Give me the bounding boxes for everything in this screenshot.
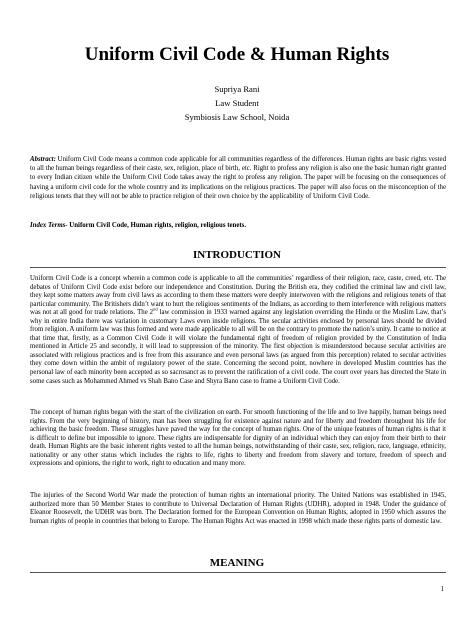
paper-title: Uniform Civil Code & Human Rights [84,44,390,65]
ordinal-suffix: nd [153,306,158,312]
index-terms-text: Uniform Civil Code, Human rights, religion, religious tenets. [67,222,247,229]
paragraph-1-end: law commission in 1933 warned against any legislation overriding the Hindu or the Muslim Law, that’s why in entire India there was variation in customary Laws even inside religions. The secular activities enclosed by personal laws should be divided from religion. A uniform law was thus formed and were made applicable to all will be on the contrary to promote the nation’s unity. It came to notice at that time that, firstly, as a Common Civil Code it will violate the fundamental right of freedom of religion provided by the Constitution of India mentioned in Article 25 and secondly, it will lead to suppression of the minority. The first objection is misunderstood because secular activities are associated with religious practices and is free from this assurance and even personal laws (as argued from this perception) related to secular activities they come down within the ambit of regulatory power of the state. Concerning the second point, nowhere in developed Muslim countries has the personal law of each minority been accepted as so sacrosanct as to prevent the ratification of a civil code. The court over years has directed the State in some cases such as Mohammed Ahmed vs Shah Bano Case and Shyra Bano case to frame a Uniform Civil Code. [30,309,446,385]
page-number: 1 [440,585,444,593]
paragraph-1-start: Uniform Civil Code is a concept wherein a common code is applicable to all the communities’ regardless of their religion, race, caste, creed, etc. The debates of Uniform Civil Code exist before our independence and Constitution. During the British era, they codified the criminal law and civil law, they kept some matters away from civil laws as according to them these matters were deeply interwoven with the religions and religious tenets of that particular community. The Britishers didn’t want to hurt the religious sentiments of the Indians, as according to them interference with religious matters was not at all good for trade relations. The 2 [30,275,446,317]
author-name: Supriya Rani [214,84,260,94]
heading-introduction: INTRODUCTION [192,249,281,261]
index-terms-label: Index Terms- [30,222,68,229]
abstract-label: Abstract: [30,156,56,163]
section-divider [30,572,446,573]
heading-meaning: MEANING [209,557,265,569]
section-divider [30,267,446,268]
abstract-text: Uniform Civil Code means a common code applicable for all communities regardless of the differences. Human rights are basic rights vested to all the human beings regardless of their caste, sex, religion, place of birth, etc. Right to profess any religion is also one the basic human right granted to every Indian citizen while the Uniform Civil Code takes away the right to profess any religion. The paper will be focusing on the consequences of having a uniform civil code for the whole country and its implications on the religious practices. The paper will also focus on the misconception of the religious tenets that they will not be able to practice religion of their own choice by the applicability of Uniform Civil Code. [30,156,446,200]
introduction-paragraph-3: The injuries of the Second World War made the protection of human rights an international priority. The United Nations was established in 1945, authorized more than 50 Member States to contribute to Universal Declaration of Human Rights (UDHR), adopted in 1948. Under the guidance of Eleanor Roosevelt, the UDHR was born. The Declaration formed for the European Convention on Human Rights, adopted in 1950 which assures the human rights of people in countries that belong to Europe. The Human Rights Act was enacted in 1998 which made these rights parts of domestic law. [30,492,446,525]
introduction-paragraph-2: The concept of human rights began with the start of the civilization on earth. For smooth functioning of the life and to live happily, human beings need rights. From the very beginning of history, man has been struggling for existence against nature and for liberty and freedom throughout his life for achieving the basic freedom. These struggles have paved the way for the concept of human rights. One of the unique features of human rights is that it is difficult to define but impossible to ignore. These rights are indispensable for dignity of an individual which they can enjoy from their birth to their death. Human Rights are the basic inherent rights vested to all the human beings, notwithstanding of their caste, sex, religion, race, language, ethnicity, nationality or any other status which includes the rights to life, rights to liberty and freedom from slavery and torture, freedom of speech and expressions and opinions, the right to work, right to education and many more. [30,409,446,468]
index-terms [30,221,446,230]
introduction-paragraph-1 [30,275,446,386]
abstract [30,155,446,201]
author-affiliation: Symbiosis Law School, Noida [184,112,290,122]
author-role: Law Student [215,98,259,108]
